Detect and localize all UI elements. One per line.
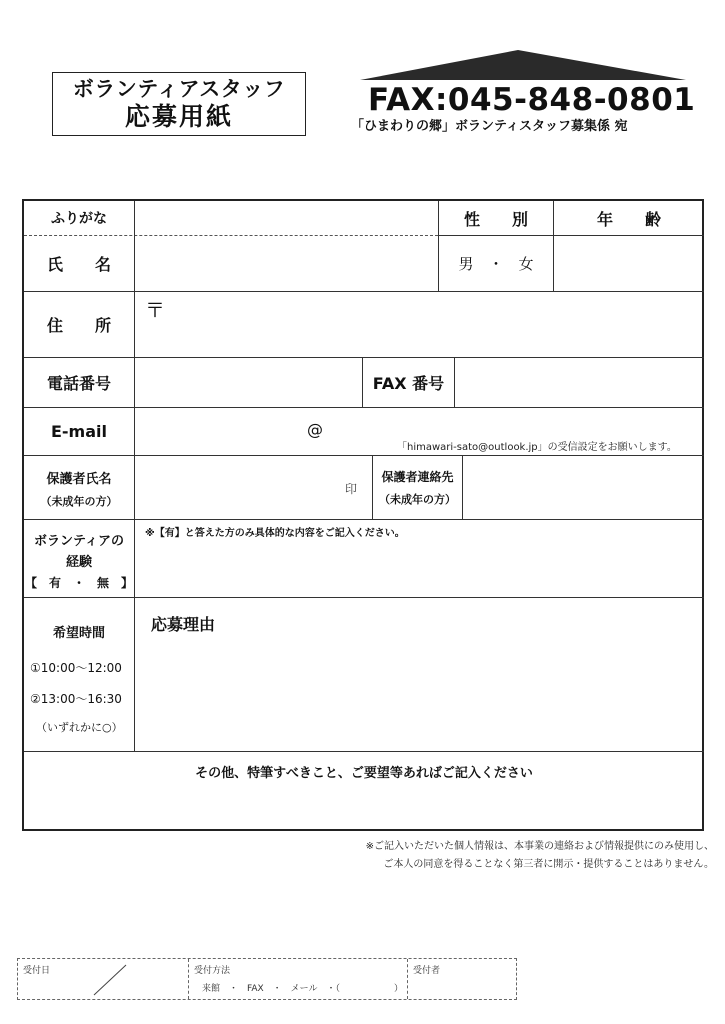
- fax-number: FAX:045-848-0801: [368, 82, 696, 118]
- form-title-box: [52, 72, 306, 136]
- email-label: E-mail: [50, 422, 107, 441]
- receipt-method-options[interactable]: 来館 ・ FAX ・ メール ・（ ）: [202, 984, 403, 994]
- postal-mark: 〒: [145, 298, 165, 322]
- email-note: 「himawari-sato@outlook.jp」の受信設定をお願いします。: [397, 442, 677, 453]
- experience-label-line2: 経験: [65, 555, 92, 570]
- application-form: [22, 199, 704, 831]
- fax-label: FAX 番号: [372, 374, 445, 393]
- gender-label: 性 別: [463, 209, 528, 229]
- receipt-divider: [188, 959, 189, 999]
- time-option-2[interactable]: ②13:00〜16:30: [30, 692, 122, 706]
- experience-input[interactable]: [135, 520, 704, 597]
- gender-options[interactable]: 男 ・ 女: [458, 255, 534, 273]
- privacy-note: [330, 838, 714, 874]
- phone-input[interactable]: [135, 358, 362, 407]
- time-label: 希望時間: [52, 626, 105, 641]
- guardian-name-label-cell: [24, 456, 134, 519]
- phone-label: 電話番号: [46, 374, 111, 393]
- form-title-line2: 応募用紙: [124, 102, 233, 131]
- age-label: 年 齢: [596, 209, 661, 229]
- date-slash-icon: [88, 963, 128, 997]
- other-input[interactable]: [24, 752, 704, 829]
- experience-label-line1: ボランティアの: [34, 534, 124, 549]
- guardian-name-sub: （未成年の方）: [40, 495, 118, 508]
- receipt-method-label: 受付方法: [194, 966, 231, 976]
- form-title-line1: ボランティアスタッフ: [72, 77, 286, 101]
- privacy-note-line1: ※ご記入いただいた個人情報は、本事業の連絡および情報提供にのみ使用し、: [365, 841, 714, 852]
- roof-triangle-icon: [360, 50, 686, 82]
- experience-options[interactable]: 【 有 ・ 無 】: [24, 576, 133, 590]
- furigana-label: ふりがな: [51, 211, 107, 227]
- guardian-name-label: 保護者氏名: [46, 472, 112, 487]
- email-input[interactable]: [135, 408, 704, 455]
- address-label: 住 所: [46, 316, 111, 335]
- name-input[interactable]: [135, 236, 438, 291]
- name-label: 氏 名: [46, 255, 111, 274]
- seal-mark: 印: [345, 482, 358, 496]
- age-input[interactable]: [554, 236, 704, 291]
- receipt-date-label: 受付日: [23, 966, 51, 976]
- privacy-note-line2: ご本人の同意を得ることなく第三者に開示・提供することはありません。: [383, 859, 714, 870]
- reason-label: 応募理由: [151, 615, 216, 634]
- time-label-cell: [24, 598, 134, 751]
- receipt-box: [17, 958, 517, 1000]
- receipt-divider: [407, 959, 408, 999]
- receipt-staff-label: 受付者: [413, 966, 441, 976]
- experience-label-cell: [24, 520, 134, 597]
- other-label: その他、特筆すべきこと、ご要望等あればご記入ください: [195, 766, 533, 781]
- experience-note: ※【有】と答えた方のみ具体的な内容をご記入ください。: [145, 528, 405, 539]
- furigana-input[interactable]: [135, 201, 438, 235]
- guardian-name-input[interactable]: [135, 456, 372, 519]
- time-option-1[interactable]: ①10:00〜12:00: [30, 661, 122, 675]
- email-at-mark: @: [307, 420, 323, 439]
- time-note: （いずれかに○）: [36, 721, 123, 734]
- guardian-contact-label: 保護者連絡先: [381, 470, 454, 484]
- guardian-contact-sub: （未成年の方）: [379, 493, 456, 506]
- fax-input[interactable]: [455, 358, 704, 407]
- guardian-contact-input[interactable]: [463, 456, 704, 519]
- address-input[interactable]: [135, 292, 704, 357]
- guardian-contact-label-cell: [373, 456, 462, 519]
- fax-recipient: 「ひまわりの郷」ボランティスタッフ募集係 宛: [351, 119, 628, 134]
- reason-input[interactable]: [135, 598, 704, 751]
